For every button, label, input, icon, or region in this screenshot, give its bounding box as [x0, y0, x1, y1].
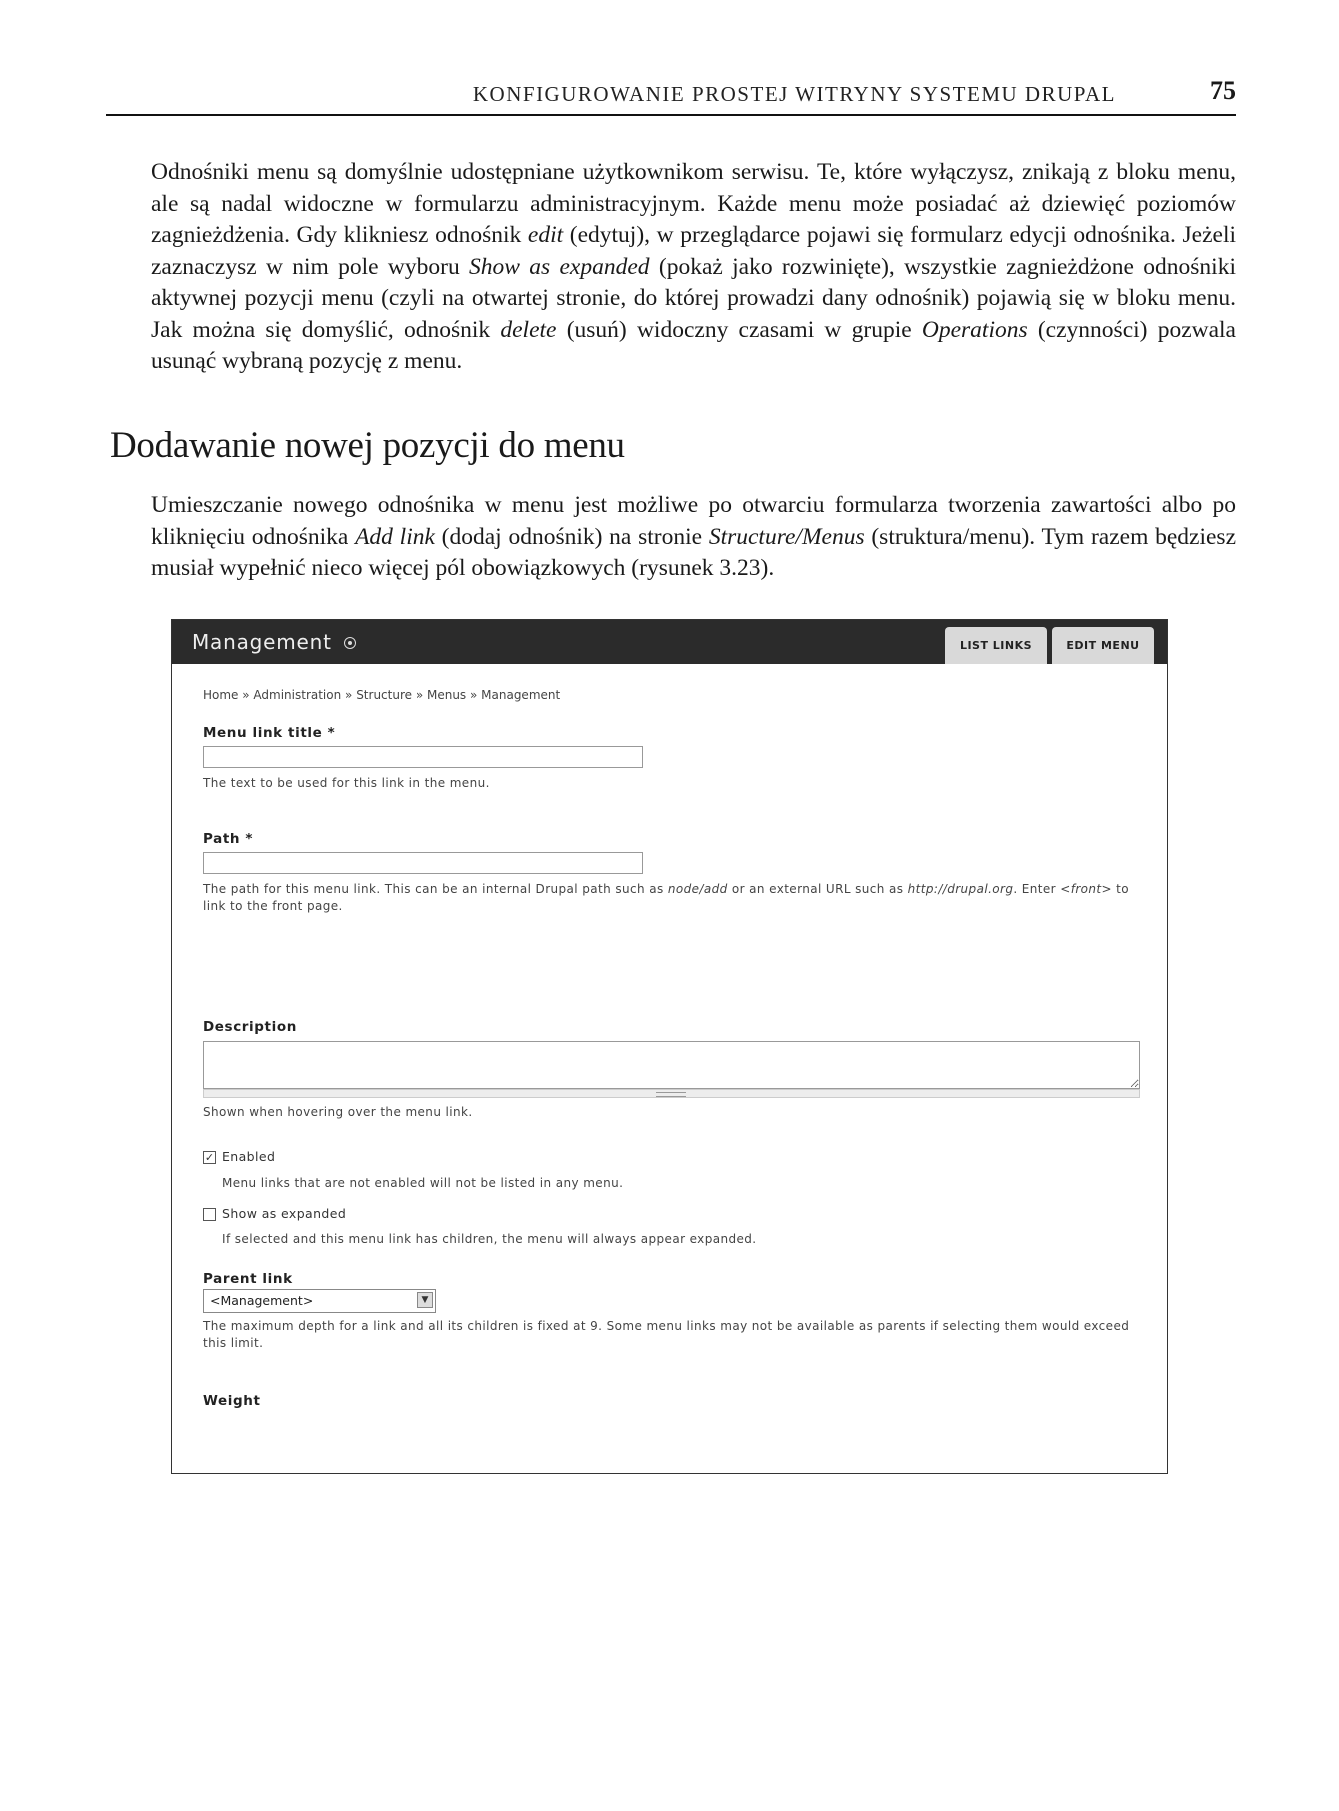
description-help: Shown when hovering over the menu link. — [203, 1105, 473, 1119]
show-expanded-checkbox[interactable] — [203, 1208, 216, 1221]
text-run: (pokaż jako rozwinięte), wszystkie zagnieżdżone odnośniki aktywnej pozycji menu (czyli na otwartej stronie, do której prowadzi dany odnośnik) pojawią się w bloku menu. Jak można się domyślić, odnośnik — [151, 253, 1236, 343]
help-run: The path for this menu link. This can be an internal Drupal path such as — [203, 882, 668, 896]
term-operations: Operations — [921, 316, 1028, 343]
text-run: (dodaj odnośnik) na stronie — [434, 523, 709, 550]
chevron-down-icon[interactable]: ▼ — [417, 1292, 433, 1308]
help-run: to link to the front page. — [203, 882, 1130, 913]
help-run: or an external URL such as — [727, 882, 908, 896]
figure-title — [192, 630, 356, 654]
intro-paragraph — [151, 157, 1236, 378]
parent-link-select[interactable] — [203, 1289, 436, 1313]
text-run: (usuń) widoczny czasami w grupie — [556, 316, 922, 343]
text-run: (czynności) pozwala usunąć wybraną pozycję z menu. — [151, 316, 1236, 374]
description-label: Description — [203, 1019, 297, 1035]
help-run: . Enter — [1013, 882, 1061, 896]
help-example: <front> — [1060, 882, 1112, 896]
section-heading: Dodawanie nowej pozycji do menu — [110, 425, 625, 466]
running-header — [106, 78, 1236, 116]
menu-link-title-label: Menu link title * — [203, 725, 336, 741]
path-input[interactable] — [203, 852, 643, 874]
help-example: node/add — [667, 882, 728, 896]
breadcrumb[interactable]: Home » Administration » Structure » Menus » Management — [203, 688, 561, 702]
menu-link-title-help: The text to be used for this link in the menu. — [203, 776, 490, 790]
running-title: KONFIGUROWANIE PROSTEJ WITRYNY SYSTEMU DRUPAL — [472, 82, 1116, 106]
circle-plus-icon[interactable] — [344, 637, 356, 649]
show-expanded-label[interactable]: Show as expanded — [222, 1206, 347, 1221]
figure-screenshot — [171, 619, 1168, 1474]
description-textarea[interactable] — [203, 1041, 1140, 1089]
parent-link-label: Parent link — [203, 1271, 293, 1287]
text-run: Odnośniki menu są domyślnie udostępniane użytkownikom serwisu. Te, które wyłączysz, znikają z bloku menu, ale są nadal widoczne w formularzu administracyjnym. Każde menu może posiadać aż dziewięć poziomów zagnieżdżenia. Gdy klikniesz odnośnik — [151, 159, 1236, 248]
weight-label: Weight — [203, 1393, 261, 1409]
help-example: http://drupal.org — [907, 882, 1014, 896]
term-structure-menus: Structure/Menus — [708, 523, 865, 550]
term-edit: edit — [527, 222, 564, 248]
term-add-link: Add link — [355, 523, 435, 550]
menu-link-title-input[interactable] — [203, 746, 643, 768]
section-paragraph — [151, 490, 1236, 585]
text-run: (edytuj), w przeglądarce pojawi się formularz edycji odnośnika. Jeżeli zaznaczysz w nim pole wyboru — [151, 222, 1236, 280]
parent-link-help: The maximum depth for a link and all its children is fixed at 9. Some menu links may not be available as parents if selecting them would exceed this limit. — [203, 1319, 1130, 1350]
enabled-label[interactable]: Enabled — [222, 1149, 276, 1164]
tab-list-links[interactable]: LIST LINKS — [945, 627, 1047, 664]
enabled-checkbox[interactable] — [203, 1151, 216, 1164]
check-icon: ✓ — [204, 1151, 215, 1164]
text-run: (struktura/menu). Tym razem będziesz musiał wypełnić nieco więcej pól obowiązkowych (rysunek 3.23). — [151, 523, 1236, 581]
page-number: 75 — [1210, 76, 1236, 105]
path-help — [203, 881, 1133, 915]
tab-edit-menu[interactable]: EDIT MENU — [1052, 627, 1154, 664]
text-run: Umieszczanie nowego odnośnika w menu jest możliwe po otwarciu formularza tworzenia zawartości albo po kliknięciu odnośnika — [151, 492, 1236, 550]
figure-title-text: Management — [192, 630, 332, 654]
path-label: Path * — [203, 831, 254, 847]
figure-header — [172, 620, 1167, 664]
resize-grippie[interactable] — [203, 1089, 1140, 1098]
term-show-as-expanded: Show as expanded — [469, 253, 650, 280]
enabled-help: Menu links that are not enabled will not be listed in any menu. — [222, 1176, 624, 1190]
show-expanded-help: If selected and this menu link has children, the menu will always appear expanded. — [222, 1232, 757, 1246]
parent-link-value: <Management> — [210, 1293, 314, 1308]
term-delete: delete — [500, 316, 557, 343]
